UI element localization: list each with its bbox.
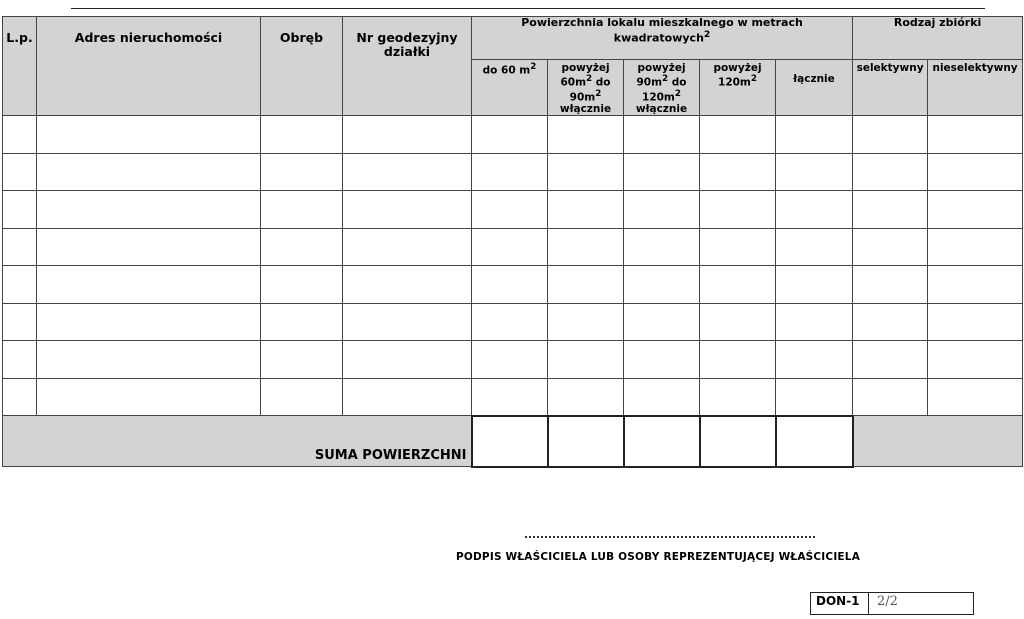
cell-lacznie[interactable] <box>776 191 853 229</box>
table-row <box>3 228 1023 266</box>
cell-selektywny[interactable] <box>853 266 928 304</box>
cell-adres[interactable] <box>37 228 261 266</box>
cell-powyzej-120[interactable] <box>700 341 776 379</box>
table-row <box>3 266 1023 304</box>
cell-lp[interactable] <box>3 191 37 229</box>
cell-adres[interactable] <box>37 378 261 416</box>
subheader-powyzej-60: powyżej $60m^2$ do $90m^2$ włącznie <box>548 60 624 116</box>
cell-lp[interactable] <box>3 116 37 154</box>
cell-do-60[interactable] <box>472 341 548 379</box>
cell-lp[interactable] <box>3 303 37 341</box>
subheader-powyzej-120: powyżej $120m^2$ <box>700 60 776 116</box>
cell-powyzej-120[interactable] <box>700 303 776 341</box>
cell-lacznie[interactable] <box>776 116 853 154</box>
cell-adres[interactable] <box>37 153 261 191</box>
cell-nieselektywny[interactable] <box>928 303 1023 341</box>
cell-lacznie[interactable] <box>776 153 853 191</box>
signature-dotted-line <box>525 536 815 538</box>
cell-powyzej-120[interactable] <box>700 191 776 229</box>
cell-powyzej-120[interactable] <box>700 153 776 191</box>
cell-obreb[interactable] <box>261 191 343 229</box>
subheader-do-60: do 60 $m^2$ <box>472 60 548 116</box>
cell-obreb[interactable] <box>261 116 343 154</box>
cell-adres[interactable] <box>37 116 261 154</box>
cell-selektywny[interactable] <box>853 116 928 154</box>
cell-nieselektywny[interactable] <box>928 153 1023 191</box>
cell-obreb[interactable] <box>261 378 343 416</box>
cell-powyzej-90[interactable] <box>624 153 700 191</box>
subheader-selektywny: selektywny <box>853 60 928 116</box>
cell-do-60[interactable] <box>472 266 548 304</box>
sum-label: SUMA POWIERZCHNI <box>3 416 472 467</box>
cell-powyzej-60[interactable] <box>548 153 624 191</box>
cell-do-60[interactable] <box>472 303 548 341</box>
cell-selektywny[interactable] <box>853 228 928 266</box>
cell-powyzej-60[interactable] <box>548 116 624 154</box>
cell-adres[interactable] <box>37 341 261 379</box>
declaration-table <box>2 16 1023 468</box>
cell-powyzej-120[interactable] <box>700 266 776 304</box>
header-nr-dzialki: Nr geodezyjny działki <box>343 17 472 116</box>
cell-selektywny[interactable] <box>853 191 928 229</box>
cell-nieselektywny[interactable] <box>928 191 1023 229</box>
form-code: DON-1 <box>811 593 869 614</box>
cell-lacznie[interactable] <box>776 341 853 379</box>
cell-powyzej-60[interactable] <box>548 228 624 266</box>
subheader-powyzej-90: powyżej $90m^2$ do $120m^2$ włącznie <box>624 60 700 116</box>
subheader-nieselektywny: nieselektywny <box>928 60 1023 116</box>
cell-nieselektywny[interactable] <box>928 228 1023 266</box>
table-row <box>3 116 1023 154</box>
header-rodzaj-zbiorki: Rodzaj zbiórki <box>853 17 1023 60</box>
cell-adres[interactable] <box>37 266 261 304</box>
cell-lp[interactable] <box>3 341 37 379</box>
cell-obreb[interactable] <box>261 228 343 266</box>
cell-lp[interactable] <box>3 228 37 266</box>
cell-powyzej-60[interactable] <box>548 303 624 341</box>
cell-obreb[interactable] <box>261 341 343 379</box>
cell-powyzej-90[interactable] <box>624 228 700 266</box>
table-row <box>3 341 1023 379</box>
cell-powyzej-60[interactable] <box>548 191 624 229</box>
cell-powyzej-90[interactable] <box>624 341 700 379</box>
cell-lp[interactable] <box>3 266 37 304</box>
cell-adres[interactable] <box>37 191 261 229</box>
cell-adres[interactable] <box>37 303 261 341</box>
cell-nr-dzialki[interactable] <box>343 228 472 266</box>
sum-cell-do-60[interactable] <box>472 416 548 467</box>
cell-obreb[interactable] <box>261 303 343 341</box>
cell-lp[interactable] <box>3 378 37 416</box>
cell-nr-dzialki[interactable] <box>343 266 472 304</box>
cell-selektywny[interactable] <box>853 341 928 379</box>
cell-lacznie[interactable] <box>776 228 853 266</box>
cell-powyzej-90[interactable] <box>624 116 700 154</box>
cell-powyzej-60[interactable] <box>548 341 624 379</box>
form-code-box <box>810 592 974 615</box>
cell-powyzej-90[interactable] <box>624 378 700 416</box>
cell-nr-dzialki[interactable] <box>343 116 472 154</box>
signature-label: PODPIS WŁAŚCICIELA LUB OSOBY REPREZENTUJĄCEJ WŁAŚCICIELA <box>456 551 861 563</box>
cell-lacznie[interactable] <box>776 378 853 416</box>
cell-powyzej-90[interactable] <box>624 266 700 304</box>
cell-nr-dzialki[interactable] <box>343 191 472 229</box>
data-rows <box>3 116 1023 416</box>
page-number: 2/2 <box>877 594 898 609</box>
cell-selektywny[interactable] <box>853 378 928 416</box>
cell-lp[interactable] <box>3 153 37 191</box>
cell-do-60[interactable] <box>472 378 548 416</box>
header-lp: L.p. <box>3 17 37 116</box>
cell-obreb[interactable] <box>261 266 343 304</box>
cell-powyzej-90[interactable] <box>624 191 700 229</box>
subheader-lacznie: łącznie <box>776 60 853 116</box>
cell-powyzej-60[interactable] <box>548 378 624 416</box>
header-obreb: Obręb <box>261 17 343 116</box>
table-row <box>3 153 1023 191</box>
cell-powyzej-90[interactable] <box>624 303 700 341</box>
cell-nieselektywny[interactable] <box>928 378 1023 416</box>
header-powierzchnia: Powierzchnia lokalu mieszkalnego w metrach kwadratowych$^2$ <box>472 17 853 60</box>
cell-nieselektywny[interactable] <box>928 266 1023 304</box>
cell-nr-dzialki[interactable] <box>343 153 472 191</box>
cell-lacznie[interactable] <box>776 266 853 304</box>
cell-nieselektywny[interactable] <box>928 341 1023 379</box>
cell-do-60[interactable] <box>472 153 548 191</box>
cell-obreb[interactable] <box>261 153 343 191</box>
cell-powyzej-120[interactable] <box>700 228 776 266</box>
cell-nr-dzialki[interactable] <box>343 303 472 341</box>
sum-cell-lacznie[interactable] <box>776 416 853 467</box>
cell-do-60[interactable] <box>472 191 548 229</box>
cell-powyzej-120[interactable] <box>700 116 776 154</box>
top-rule <box>71 8 985 9</box>
cell-nr-dzialki[interactable] <box>343 378 472 416</box>
cell-powyzej-60[interactable] <box>548 266 624 304</box>
sum-cell-powyzej-90[interactable] <box>624 416 700 467</box>
cell-selektywny[interactable] <box>853 153 928 191</box>
table-row <box>3 378 1023 416</box>
cell-do-60[interactable] <box>472 116 548 154</box>
sum-shaded-cell <box>853 416 1023 467</box>
cell-nieselektywny[interactable] <box>928 116 1023 154</box>
table-row <box>3 191 1023 229</box>
cell-do-60[interactable] <box>472 228 548 266</box>
header-adres: Adres nieruchomości <box>37 17 261 116</box>
sum-cell-powyzej-60[interactable] <box>548 416 624 467</box>
table-row <box>3 303 1023 341</box>
cell-lacznie[interactable] <box>776 303 853 341</box>
cell-selektywny[interactable] <box>853 303 928 341</box>
sum-cell-powyzej-120[interactable] <box>700 416 776 467</box>
cell-nr-dzialki[interactable] <box>343 341 472 379</box>
cell-powyzej-120[interactable] <box>700 378 776 416</box>
